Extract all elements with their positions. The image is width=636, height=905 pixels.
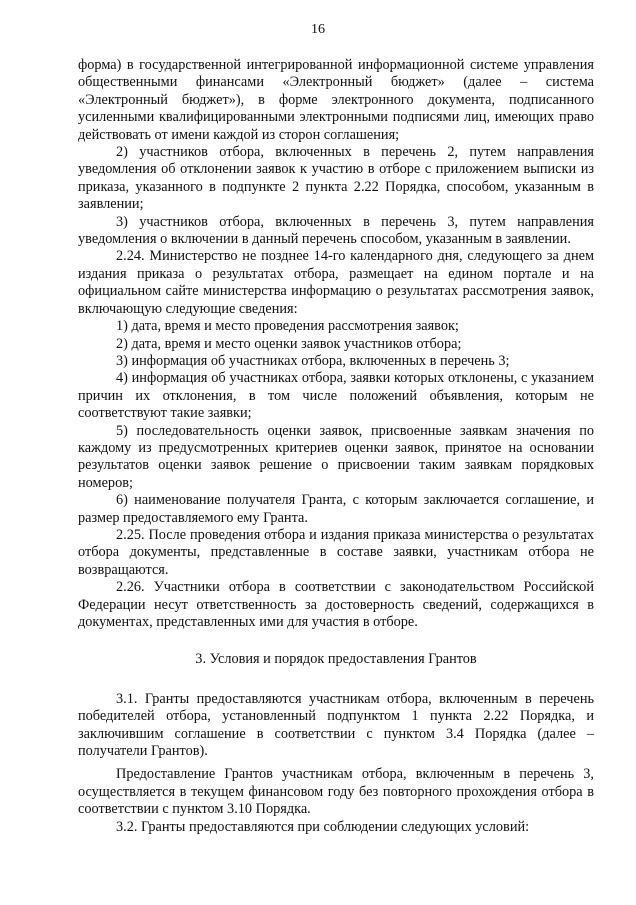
paragraph-2-24: 2.24. Министерство не позднее 14-го календарного дня, следующего за днем издания приказа о результатах отбора, размещает на едином портале и на официальном сайте министерства информацию о результатах рассмотрения заявок, включающую следующие сведения: [78, 248, 594, 317]
paragraph-3-1: 3.1. Гранты предоставляются участникам отбора, включенным в перечень победителей отбора, установленный подпунктом 1 пункта 2.22 Порядка, и заключившим соглашение в соответствии с пунктом 3.4 Порядка (далее – получатели Грантов). [78, 690, 594, 760]
paragraph-item-2: 2) участников отбора, включенных в перечень 2, путем направления уведомления об отклонении заявок к участию в отборе с приложением выписки из приказа, указанного в подпункте 2 пункта 2.22 Порядка, способом, указанным в заявлении; [78, 144, 594, 213]
paragraph-grants-provision: Предоставление Грантов участникам отбора, включенным в перечень 3, осуществляется в текущем финансовом году без повторного прохождения отбора в соответствии с пунктом 3.10 Порядка. [78, 766, 594, 818]
section-heading: 3. Условия и порядок предоставления Грантов [195, 651, 477, 668]
document-body [78, 57, 594, 836]
list-item-6: 6) наименование получателя Гранта, с которым заключается соглашение, и размер предоставляемого ему Гранта. [78, 492, 594, 526]
list-item-1: 1) дата, время и место проведения рассмотрения заявок; [116, 318, 459, 335]
paragraph-3-2: 3.2. Гранты предоставляются при соблюдении следующих условий: [116, 818, 530, 835]
paragraph-2-26: 2.26. Участники отбора в соответствии с законодательством Российской Федерации несут ответственность за достоверность сведений, содержащихся в документах, представленных ими для участия в отборе. [78, 579, 594, 630]
list-item-4: 4) информация об участниках отбора, заявки которых отклонены, с указанием причин их отклонения, в том числе положений объявления, которым не соответствуют такие заявки; [78, 370, 594, 422]
list-item-2: 2) дата, время и место оценки заявок участников отбора; [116, 335, 462, 352]
list-item-5: 5) последовательность оценки заявок, присвоенные заявкам значения по каждому из предусмотренных критериев оценки заявок, принятое на основании результатов оценки заявок решение о присвоении таким заявкам порядковых номеров; [78, 422, 594, 491]
paragraph-2-25: 2.25. После проведения отбора и издания приказа министерства о результатах отбора документы, представленные в составе заявки, участникам отбора не возвращаются. [78, 526, 594, 578]
paragraph-item-3: 3) участников отбора, включенных в перечень 3, путем направления уведомления о включении в данный перечень способом, указанным в заявлении. [78, 213, 594, 248]
paragraph-continuation: форма) в государственной интегрированной информационной системе управления общественными финансами «Электронный бюджет» (далее – система «Электронный бюджет»), в форме электронного документа, подписанного усиленными квалифицированными электронными подписями лиц, имеющих право действовать от имени каждой из сторон соглашения; [78, 57, 594, 143]
list-item-3: 3) информация об участниках отбора, включенных в перечень 3; [116, 352, 510, 369]
page-number: 16 [311, 22, 325, 37]
